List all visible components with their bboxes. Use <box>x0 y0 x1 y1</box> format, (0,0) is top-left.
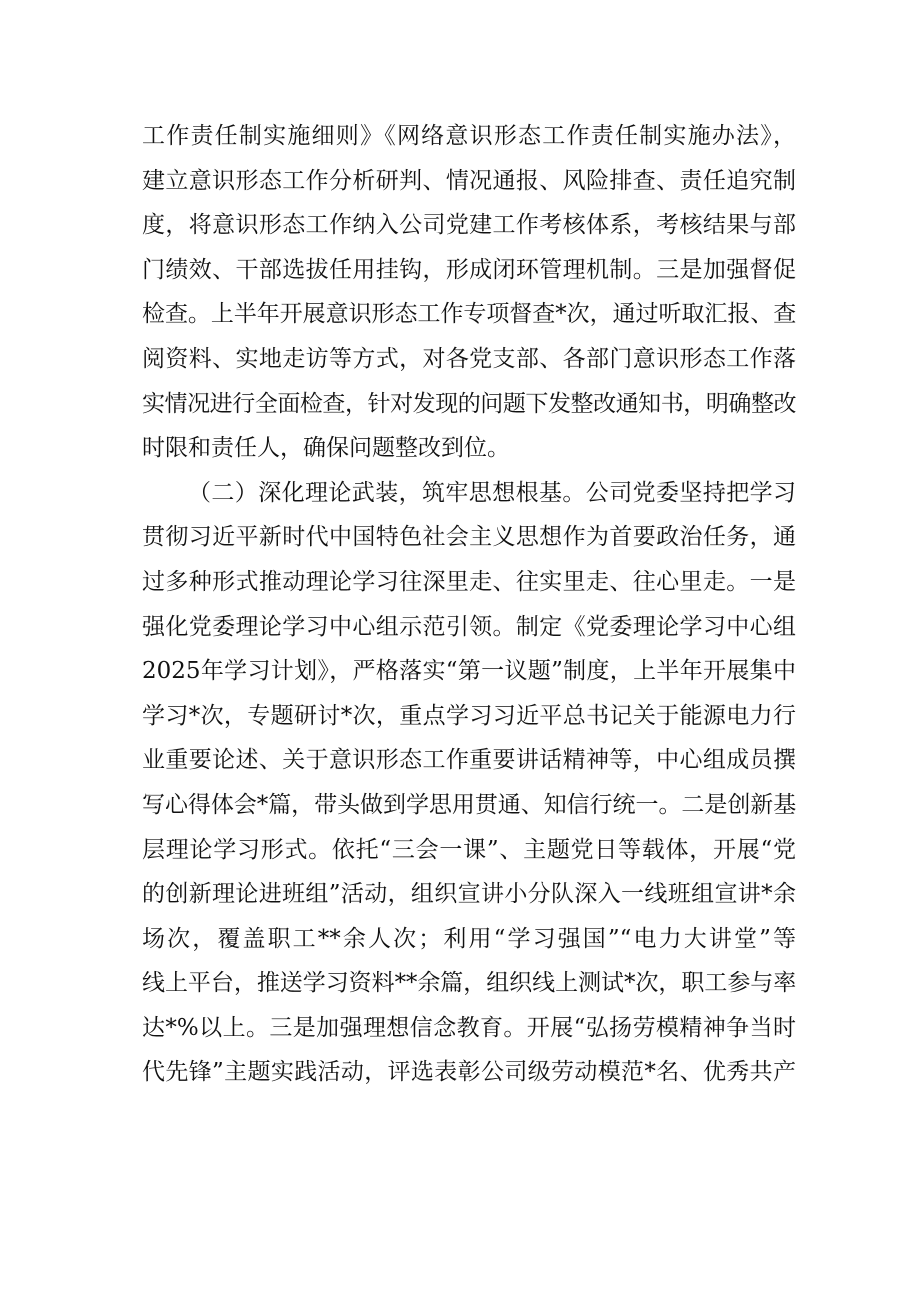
paragraph-line: 代先锋”主题实践活动，评选表彰公司级劳动模范*名、优秀共产 <box>142 1059 796 1086</box>
paragraph-line: 实情况进行全面检查，针对发现的问题下发整改通知书，明确整改 <box>142 390 796 417</box>
paragraph-line: 检查。上半年开展意识形态工作专项督查*次，通过听取汇报、查 <box>142 301 796 328</box>
paragraph-line: 业重要论述、关于意识形态工作重要讲话精神等，中心组成员撰 <box>142 747 796 774</box>
paragraph-line: 过多种形式推动理论学习往深里走、往实里走、往心里走。一是 <box>142 568 796 595</box>
paragraph-line: 建立意识形态工作分析研判、情况通报、风险排查、责任追究制 <box>142 167 796 194</box>
paragraph-line: 强化党委理论学习中心组示范引领。制定《党委理论学习中心组 <box>142 613 796 640</box>
paragraph-line: 学习*次，专题研讨*次，重点学习习近平总书记关于能源电力行 <box>142 702 796 729</box>
section-heading-line: （二）深化理论武装，筑牢思想根基。公司党委坚持把学习 <box>188 479 796 506</box>
paragraph-line: 层理论学习形式。依托“三会一课”、主题党日等载体，开展“党 <box>142 836 796 863</box>
paragraph-line: 阅资料、实地走访等方式，对各党支部、各部门意识形态工作落 <box>142 345 796 372</box>
paragraph-line: 门绩效、干部选拔任用挂钩，形成闭环管理机制。三是加强督促 <box>142 256 796 283</box>
document-body <box>142 114 796 1095</box>
paragraph-line: 时限和责任人，确保问题整改到位。 <box>142 435 510 462</box>
paragraph-line: 贯彻习近平新时代中国特色社会主义思想作为首要政治任务，通 <box>142 524 796 551</box>
paragraph-line: 2025年学习计划》，严格落实“第一议题”制度，上半年开展集中 <box>142 658 796 685</box>
paragraph-1 <box>142 114 796 471</box>
paragraph-line: 度，将意识形态工作纳入公司党建工作考核体系，考核结果与部 <box>142 212 796 239</box>
paragraph-line: 场次，覆盖职工**余人次；利用“学习强国”“电力大讲堂”等 <box>142 925 796 952</box>
paragraph-line: 达*%以上。三是加强理想信念教育。开展“弘扬劳模精神争当时 <box>142 1014 796 1041</box>
paragraph-line: 工作责任制实施细则》《网络意识形态工作责任制实施办法》， <box>142 123 796 149</box>
paragraph-2 <box>142 471 796 1095</box>
paragraph-line: 线上平台，推送学习资料**余篇，组织线上测试*次，职工参与率 <box>142 970 796 997</box>
paragraph-line: 的创新理论进班组”活动，组织宣讲小分队深入一线班组宣讲*余 <box>142 881 796 908</box>
paragraph-line: 写心得体会*篇，带头做到学思用贯通、知信行统一。二是创新基 <box>142 791 796 818</box>
